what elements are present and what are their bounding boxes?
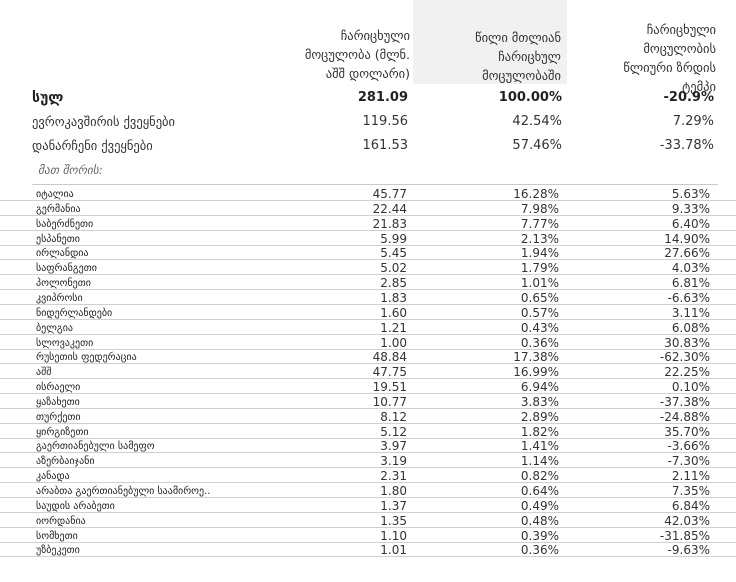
country-label: იორდანია (36, 515, 86, 527)
country-label: რუსეთის ფედერაცია (36, 352, 137, 364)
column-header-growth (575, 1, 716, 94)
amount-cell: 1.83 (380, 290, 407, 305)
country-label: ნიდერლანდები (36, 307, 113, 319)
table-row (0, 456, 736, 468)
share-cell: 0.82% (520, 469, 559, 484)
share-cell: 1.82% (520, 424, 559, 439)
amount-cell: 45.77 (372, 187, 407, 201)
share-cell: 0.39% (520, 528, 559, 543)
share-cell: 2.89% (520, 409, 559, 424)
column-header-amount (270, 7, 410, 91)
summary-row (0, 110, 736, 134)
summary-share: 42.54% (512, 114, 562, 129)
share-cell: 7.98% (520, 201, 559, 216)
growth-cell: 30.83% (664, 335, 710, 350)
growth-cell: 3.11% (671, 305, 710, 320)
share-cell: 0.49% (520, 498, 559, 513)
amount-cell: 5.02 (380, 261, 407, 276)
summary-share: 100.00% (498, 90, 562, 105)
growth-cell: 6.40% (671, 216, 710, 231)
summary-amount: 119.56 (362, 114, 408, 129)
country-label: საფრანგეთი (36, 263, 97, 275)
share-cell: 0.57% (520, 305, 559, 320)
growth-cell: 14.90% (664, 231, 710, 246)
table-row (0, 528, 736, 543)
growth-cell: -24.88% (659, 409, 710, 424)
summary-amount: 161.53 (362, 138, 408, 153)
summary-share: 57.46% (512, 138, 562, 153)
amount-cell: 10.77 (372, 394, 407, 409)
amount-cell: 1.21 (380, 320, 407, 335)
amount-cell: 1.60 (380, 305, 407, 320)
growth-cell: 6.81% (671, 276, 710, 291)
table-row (0, 471, 736, 483)
amount-cell: 19.51 (372, 380, 407, 395)
amount-cell: 1.35 (380, 513, 407, 528)
country-label: უზბეკეთი (36, 545, 80, 557)
amount-cell: 1.00 (380, 335, 407, 350)
amount-cell: 2.85 (380, 276, 407, 291)
table-row (0, 424, 736, 439)
growth-cell: 7.35% (671, 484, 710, 498)
share-cell: 7.77% (520, 216, 559, 231)
growth-cell: 22.25% (664, 365, 710, 380)
summary-row (0, 86, 736, 110)
country-label: აზერბაიჯანი (36, 456, 95, 468)
summary-label: ევროკავშირის ქვეყნები (32, 114, 175, 129)
country-label: თურქეთი (36, 411, 81, 423)
amount-cell: 5.99 (380, 231, 407, 246)
amount-cell: 1.80 (380, 484, 407, 498)
table-row (0, 545, 736, 557)
table-row (0, 441, 736, 453)
amount-cell: 8.12 (380, 409, 407, 424)
summary-label: სულ (32, 90, 64, 106)
table-row (0, 394, 736, 409)
table-row (0, 320, 736, 335)
growth-cell: 4.03% (671, 261, 710, 276)
growth-cell: 9.33% (671, 201, 710, 216)
subheading: მათ შორის: (38, 163, 103, 177)
summary-growth: -33.78% (659, 138, 714, 153)
amount-cell: 1.01 (380, 543, 407, 558)
table-row (0, 367, 736, 379)
country-label: ირლანდია (36, 248, 89, 260)
growth-cell: 6.84% (671, 498, 710, 513)
table-row (0, 513, 736, 528)
table-row (0, 263, 736, 275)
growth-cell: 27.66% (664, 246, 710, 261)
country-label: ესპანეთი (36, 233, 80, 245)
amount-cell: 1.37 (380, 498, 407, 513)
country-label: ყირგიზეთი (36, 426, 89, 438)
share-cell: 1.01% (520, 276, 559, 291)
share-cell: 0.64% (520, 484, 559, 498)
table-row (0, 352, 736, 364)
country-label: სლოვაკეთი (36, 337, 94, 349)
country-label: კანადა (36, 471, 70, 483)
growth-cell: -3.66% (667, 439, 710, 454)
table-row (0, 189, 736, 201)
growth-cell: -31.85% (659, 528, 710, 543)
growth-cell: -7.30% (667, 454, 710, 469)
share-cell: 0.43% (520, 320, 559, 335)
share-cell: 2.13% (520, 231, 559, 246)
summary-row (0, 134, 736, 158)
country-label: გერმანია (36, 203, 81, 215)
divider (32, 184, 718, 185)
country-label: საუდის არაბეთი (36, 500, 115, 512)
column-header-share (413, 0, 567, 84)
table-row (0, 231, 736, 246)
country-label: საბერძნეთი (36, 218, 94, 230)
growth-cell: 35.70% (664, 424, 710, 439)
country-label: სომხეთი (36, 530, 78, 542)
table-row (0, 486, 736, 498)
share-cell: 0.36% (520, 335, 559, 350)
amount-cell: 5.45 (380, 246, 407, 261)
growth-cell: -9.63% (667, 543, 710, 558)
table-row (0, 335, 736, 350)
table-row (0, 498, 736, 513)
table-row (0, 382, 736, 394)
amount-cell: 1.10 (380, 528, 407, 543)
share-cell: 6.94% (520, 380, 559, 395)
growth-cell: -37.38% (659, 394, 710, 409)
country-label: აშშ (36, 367, 52, 379)
amount-cell: 3.19 (380, 454, 407, 469)
growth-cell: -6.63% (667, 290, 710, 305)
table-row (0, 248, 736, 260)
share-cell: 0.48% (520, 513, 559, 528)
share-cell: 3.83% (520, 394, 559, 409)
country-label: ბელგია (36, 322, 73, 334)
share-cell: 1.41% (520, 439, 559, 454)
table-row (0, 409, 736, 424)
share-cell: 17.38% (513, 350, 559, 365)
growth-cell: 42.03% (664, 513, 710, 528)
share-cell: 0.36% (520, 543, 559, 558)
table-row (0, 216, 736, 231)
table-row (0, 305, 736, 320)
country-label: არაბთა გაერთიანებული საამიროე.. (36, 486, 211, 497)
amount-cell: 48.84 (372, 350, 407, 365)
amount-cell: 3.97 (380, 439, 407, 454)
country-label: პოლონეთი (36, 278, 91, 290)
table-row (0, 278, 736, 290)
table-row (0, 290, 736, 305)
column-header-growth-text: ჩარიცხული მოცულობის წლიური ზრდის ტემპი (623, 22, 716, 94)
share-cell: 16.28% (513, 187, 559, 201)
amount-cell: 22.44 (372, 201, 407, 216)
share-cell: 16.99% (513, 365, 559, 380)
summary-amount: 281.09 (357, 90, 408, 105)
growth-cell: 0.10% (671, 380, 710, 395)
share-cell: 1.14% (520, 454, 559, 469)
column-header-share-text: წილი მთლიან ჩარიცხულ მოცულობაში (475, 30, 561, 83)
table-row (0, 201, 736, 216)
amount-cell: 47.75 (372, 365, 407, 380)
share-cell: 1.94% (520, 246, 559, 261)
country-label: ყაზახეთი (36, 396, 80, 408)
amount-cell: 2.31 (380, 469, 407, 484)
column-header-amount-text: ჩარიცხული მოცულობა (მლნ. აშშ დოლარი) (304, 28, 410, 81)
summary-growth: 7.29% (672, 114, 714, 129)
summary-growth: -20.9% (663, 90, 714, 105)
country-label: გაერთიანებული სამეფო (36, 441, 155, 453)
share-cell: 0.65% (520, 290, 559, 305)
country-label: ისრაელი (36, 382, 81, 394)
country-label: იტალია (36, 189, 74, 200)
growth-cell: 5.63% (671, 187, 710, 201)
summary-label: დანარჩენი ქვეყნები (32, 138, 153, 153)
growth-cell: 6.08% (671, 320, 710, 335)
growth-cell: -62.30% (659, 350, 710, 365)
amount-cell: 5.12 (380, 424, 407, 439)
share-cell: 1.79% (520, 261, 559, 276)
amount-cell: 21.83 (372, 216, 407, 231)
country-label: კვიპროსი (36, 292, 83, 304)
growth-cell: 2.11% (671, 469, 710, 484)
